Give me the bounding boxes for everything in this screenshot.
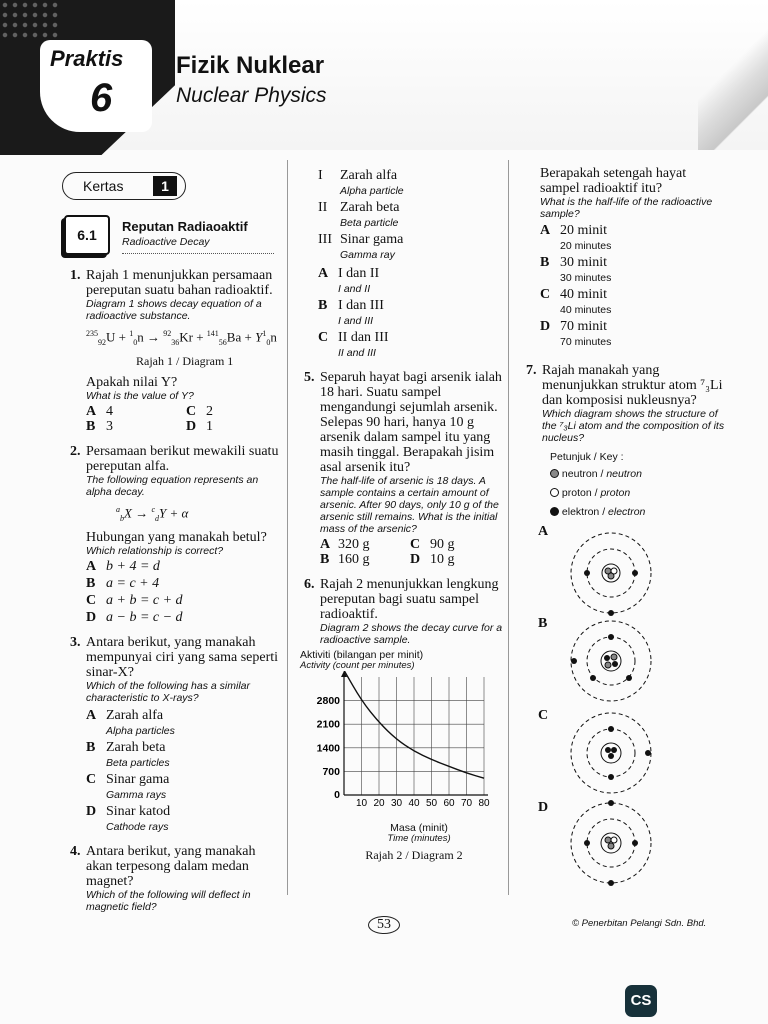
option-text: 70 minit — [560, 319, 608, 334]
option-text-en: Gamma rays — [106, 788, 167, 801]
praktis-badge — [40, 40, 152, 132]
question-text: Rajah 1 menunjukkan persamaan pereputan suatu bahan radioaktif. — [86, 268, 273, 298]
chart-ylabel-en: Activity (count per minutes) — [300, 660, 415, 671]
option-letter[interactable]: C — [186, 403, 197, 419]
question-3 — [62, 635, 284, 834]
question-number: 4. — [70, 843, 81, 859]
option-a[interactable] — [318, 266, 508, 296]
question-text-en: Which diagram shows the structure of the ⁷₃Li atom and the composition of its nucleus? — [542, 408, 725, 444]
x-tick-label: 10 — [355, 798, 368, 809]
key-label-en: neutron — [606, 468, 642, 480]
question-number: 3. — [70, 634, 81, 650]
question-number: 2. — [70, 443, 81, 459]
atom-diagram-b — [568, 618, 654, 704]
decay-chart — [300, 650, 508, 863]
option-letter: D — [86, 803, 97, 819]
key-label-en: proton — [600, 487, 631, 499]
option-letter: D — [540, 319, 551, 334]
option-text[interactable]: 3 — [106, 418, 113, 434]
option-text: 30 minit — [560, 255, 608, 270]
statement-text-en: Beta particle — [340, 217, 399, 229]
option-letter: A — [538, 524, 549, 539]
key-neutron: neutron / neutron — [550, 465, 728, 484]
option-letter: C — [86, 592, 97, 608]
column-3 — [518, 166, 728, 892]
option-c[interactable] — [86, 772, 284, 802]
praktis-label: Praktis — [50, 46, 124, 71]
x-tick-label: 70 — [460, 798, 473, 809]
option-text-en: Alpha particles — [106, 724, 175, 737]
question-text: Antara berikut, yang manakah mempunyai ciri yang sama seperti sinar-X? — [86, 634, 279, 680]
option-letter: C — [86, 771, 97, 787]
key-label: neutron — [561, 468, 598, 480]
statement-text-en: Alpha particle — [340, 185, 404, 197]
question-6 — [296, 577, 508, 646]
option-text-en: I and III — [338, 315, 374, 327]
x-tick-label: 40 — [408, 798, 420, 809]
key-legend — [542, 465, 728, 522]
option-letter[interactable]: D — [186, 418, 197, 434]
key-label: proton — [561, 487, 592, 499]
paper-number: 1 — [153, 176, 177, 196]
option-letter: D — [86, 609, 97, 625]
page-number — [368, 916, 400, 934]
question-number: 6. — [304, 577, 315, 592]
question-text: Separuh hayat bagi arsenik ialah 18 hari. Suatu sampel mengandungi sejumlah arsenik. Selepas 90 hari, hanya 10 g arsenik dalam sampel itu yang masih tinggal. Berapakah jisim asal arsenik itu? — [320, 370, 502, 475]
statement-text: Sinar gama — [340, 232, 404, 247]
question-text-en: The following equation represents an alpha decay. — [86, 473, 259, 498]
column-1 — [62, 262, 284, 913]
neutron-icon — [550, 469, 559, 478]
camscanner-badge[interactable]: CS — [625, 985, 657, 1017]
option-b[interactable] — [540, 255, 728, 285]
option-text: 40 minit — [560, 287, 608, 302]
question-ask-en: What is the half-life of the radioactive sample? — [540, 196, 713, 220]
option-text[interactable]: 1 — [206, 418, 213, 434]
option-b[interactable] — [318, 298, 508, 328]
question-1 — [62, 268, 284, 434]
praktis-number: 6 — [90, 76, 113, 120]
option-c[interactable] — [318, 330, 508, 360]
question-text-en: The half-life of arsenic is 18 days. A sample contains a certain amount of arsenic. After 90 days, only 10 g of the arsenic still remains. What is the initial mass of the arsenic? — [320, 475, 499, 535]
question-text-en: Diagram 2 shows the decay curve for a radioactive sample. — [320, 622, 503, 646]
origin-label: 0 — [334, 789, 340, 801]
column-divider — [508, 160, 509, 895]
question-number: 1. — [70, 268, 81, 283]
figure-caption: Rajah 1 / Diagram 1 — [136, 353, 234, 368]
statement-ii — [318, 200, 508, 230]
option-text-en: Cathode rays — [106, 820, 169, 833]
question-7 — [518, 363, 728, 522]
option-c[interactable] — [540, 287, 728, 317]
options-grid — [86, 404, 284, 434]
electron-icon — [550, 507, 559, 516]
page-title: Fizik Nuklear — [176, 52, 325, 79]
chart-ylabel: Aktiviti (bilangan per minit) — [300, 649, 424, 661]
option-letter: A — [86, 558, 97, 574]
chart-xlabel: Masa (minit) — [390, 822, 448, 834]
y-tick-label: 2100 — [316, 718, 340, 731]
question-ask: Hubungan yang manakah betul? — [86, 529, 267, 545]
option-text: Zarah alfa — [106, 707, 164, 723]
column-2 — [296, 166, 508, 863]
option-text-en: II and III — [338, 347, 376, 359]
option-text: Zarah beta — [106, 739, 166, 755]
option-text[interactable]: 10 g — [430, 552, 455, 567]
y-tick-label: 1400 — [316, 742, 340, 755]
option-text: II dan III — [338, 330, 389, 345]
atom-diagram-d — [568, 800, 654, 886]
atom-diagram-c — [568, 710, 654, 796]
option-text: a − b = c − d — [106, 609, 183, 625]
option-d[interactable] — [86, 610, 284, 625]
alpha-equation: $^a_b$X → $^c_d$Y + α — [116, 504, 189, 523]
question-number: 5. — [304, 370, 315, 385]
section-title: Reputan Radiaoaktif — [122, 219, 248, 234]
x-tick-label: 30 — [390, 798, 403, 809]
option-text[interactable]: 160 g — [338, 552, 370, 567]
key-label-en: electron — [608, 506, 646, 518]
option-c[interactable] — [86, 593, 284, 608]
page-curl — [698, 0, 768, 150]
option-text: a = c + 4 — [106, 575, 160, 591]
option-a[interactable] — [540, 223, 728, 253]
option-letter: D — [538, 800, 549, 815]
question-ask: Apakah nilai Y? — [86, 374, 178, 390]
atom-option-d[interactable] — [518, 800, 728, 892]
option-d[interactable] — [540, 319, 728, 349]
key-label: elektron — [561, 506, 600, 518]
question-ask-en: What is the value of Y? — [86, 389, 194, 402]
statement-i — [318, 168, 508, 198]
x-tick-label: 20 — [373, 798, 385, 809]
atom-diagram-a — [568, 530, 654, 616]
option-text: a + b = c + d — [106, 592, 183, 608]
option-letter: B — [318, 298, 328, 313]
option-text: I dan III — [338, 298, 384, 313]
statement-text: Zarah beta — [340, 200, 400, 215]
option-text: b + 4 = d — [106, 558, 160, 574]
y-tick-label: 2800 — [316, 695, 340, 708]
atom-option-a[interactable] — [518, 524, 728, 616]
option-b[interactable] — [86, 576, 284, 591]
question-text-en: Which of the following has a similar characteristic to X-rays? — [86, 679, 250, 704]
x-tick-label: 80 — [478, 798, 490, 809]
paper-label — [62, 172, 186, 200]
x-tick-label: 50 — [425, 798, 438, 809]
option-text[interactable]: 90 g — [430, 537, 455, 552]
section-title-en: Radioactive Decay — [122, 236, 210, 248]
option-text[interactable]: 4 — [106, 403, 113, 419]
decay-curve-plot — [300, 671, 500, 819]
column-divider — [287, 160, 288, 895]
figure-caption: Rajah 2 / Diagram 2 — [365, 848, 463, 862]
option-d[interactable] — [86, 804, 284, 834]
y-tick-label: 700 — [322, 765, 340, 778]
option-text-en: 70 minutes — [560, 336, 612, 348]
option-text-en: I and II — [338, 283, 371, 295]
option-letter[interactable]: D — [410, 552, 421, 567]
option-text[interactable]: 2 — [206, 403, 213, 419]
section-number: 6.1 — [64, 215, 110, 255]
roman-numeral: III — [318, 232, 332, 247]
question-text-en: Diagram 1 shows decay equation of a radioactive substance. — [86, 298, 262, 322]
page-number-text: 53 — [368, 916, 400, 934]
chart-xlabel-en: Time (minutes) — [387, 833, 451, 844]
option-text: 20 minit — [560, 223, 608, 238]
question-text: Antara berikut, yang manakah akan terpesong dalam medan magnet? — [86, 843, 256, 889]
options-grid — [320, 537, 508, 567]
option-letter: B — [540, 255, 550, 270]
corner-dots — [0, 0, 60, 40]
atom-option-b[interactable] — [518, 616, 728, 708]
option-text-en: 20 minutes — [560, 240, 612, 252]
option-letter: A — [86, 707, 97, 723]
option-text-en: 30 minutes — [560, 272, 612, 284]
paper-label-text: Kertas — [83, 178, 124, 194]
question-4 — [62, 844, 284, 913]
option-letter[interactable]: B — [320, 552, 330, 567]
option-letter[interactable]: C — [410, 537, 421, 552]
option-text-en: Beta particles — [106, 756, 170, 769]
option-letter[interactable]: A — [320, 537, 331, 552]
page-subtitle: Nuclear Physics — [176, 84, 327, 107]
question-2 — [62, 444, 284, 625]
roman-numeral: II — [318, 200, 328, 215]
option-b[interactable] — [86, 740, 284, 770]
question-number: 7. — [526, 363, 537, 378]
statement-text-en: Gamma ray — [340, 249, 395, 261]
question-text: Rajah manakah yang menunjukkan struktur atom ⁷₃Li dan komposisi nukleusnya? — [542, 363, 723, 408]
key-electron: elektron / electron — [550, 503, 728, 522]
option-text[interactable]: 320 g — [338, 537, 370, 552]
statement-text: Zarah alfa — [340, 168, 398, 183]
question-ask-en: Which relationship is correct? — [86, 544, 224, 557]
question-text-en: Which of the following will deflect in magnetic field? — [86, 888, 251, 913]
question-6-continued — [518, 166, 728, 349]
publisher-credit: © Penerbitan Pelangi Sdn. Bhd. — [572, 918, 707, 929]
option-letter: C — [318, 330, 329, 345]
option-a[interactable] — [86, 559, 284, 574]
question-5 — [296, 370, 508, 567]
decay-equation: $^{235}_{92}U + ^1_0n \to ^{92}_{36}Kr + ^{141}_{56}Ba + Y^1_0n$ — [86, 329, 277, 347]
roman-numeral: I — [318, 168, 323, 183]
option-a[interactable] — [86, 708, 284, 738]
option-letter: A — [540, 223, 551, 238]
question-text: Rajah 2 menunjukkan lengkung pereputan bagi suatu sampel radioaktif. — [320, 577, 499, 622]
key-title: Petunjuk / Key : — [550, 451, 624, 463]
question-text: Persamaan berikut mewakili suatu pereputan alfa. — [86, 443, 279, 474]
section-heading — [64, 215, 274, 257]
proton-icon — [550, 488, 559, 497]
option-text: I dan II — [338, 266, 380, 281]
option-letter: C — [540, 287, 551, 302]
x-tick-label: 60 — [443, 798, 455, 809]
option-letter: B — [86, 575, 96, 591]
question-ask: Berapakah setengah hayat sampel radioaktif itu? — [540, 166, 687, 196]
atom-option-c[interactable] — [518, 708, 728, 800]
key-proton: proton / proton — [550, 484, 728, 503]
option-letter: B — [86, 739, 96, 755]
question-4-items — [296, 168, 508, 360]
statement-iii — [318, 232, 508, 262]
option-letter: A — [318, 266, 329, 281]
option-text: Sinar katod — [106, 803, 171, 819]
option-text-en: 40 minutes — [560, 304, 612, 316]
section-divider — [122, 253, 274, 254]
option-letter: B — [538, 616, 548, 631]
option-letter: C — [538, 708, 549, 723]
option-letter[interactable]: B — [86, 418, 96, 434]
option-letter[interactable]: A — [86, 403, 97, 419]
option-text: Sinar gama — [106, 771, 170, 787]
atom-options — [518, 524, 728, 892]
